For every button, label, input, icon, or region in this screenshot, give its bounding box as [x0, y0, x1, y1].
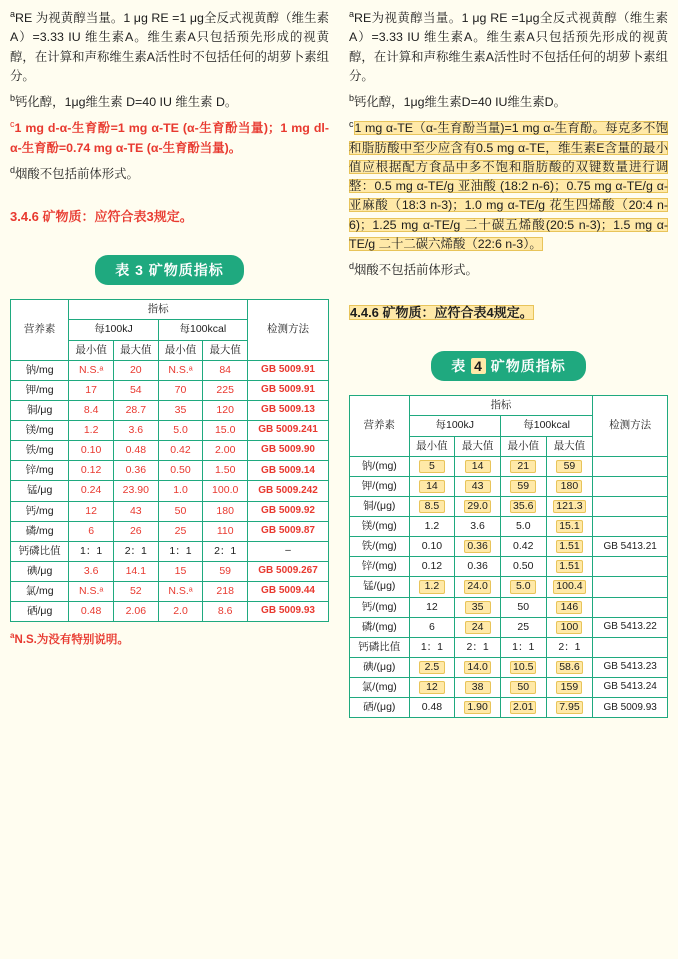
cell-value: 0.12 [409, 557, 455, 577]
table-row [11, 561, 329, 581]
cell-value: 3.6 [455, 517, 501, 537]
cell-value: 35 [158, 400, 203, 420]
cell-value [500, 698, 546, 718]
table-row [11, 360, 329, 380]
cell-nutrient: 锰/μg [11, 481, 69, 501]
section-heading-right-text: 4.4.6 矿物质：应符合表4规定。 [350, 305, 533, 321]
highlight-mark: 100 [556, 621, 582, 634]
table-row [11, 461, 329, 481]
col-header-per100kcal-left: 每100kcal [158, 320, 247, 340]
cell-value: 8.4 [69, 400, 114, 420]
cell-nutrient: 钾/(mg) [350, 476, 410, 496]
table-row [350, 617, 668, 637]
table-badge-right [431, 351, 586, 381]
note-text-a-right: RE为视黄醇当量。1 μg RE =1μg全反式视黄醇（维生素A）=3.33 IU 维生素A。维生素A只包括预先形成的视黄醇，在计算和声称维生素A活性时不包括任何的胡萝卜素组分。 [349, 11, 668, 83]
cell-method: GB 5009.44 [248, 582, 329, 602]
footnote-marker-left: a [10, 631, 15, 641]
cell-method [593, 557, 668, 577]
highlight-mark: 24.0 [464, 580, 490, 593]
cell-method [593, 637, 668, 657]
highlight-mark: 7.95 [556, 701, 582, 714]
highlight-mark: 5.0 [510, 580, 536, 593]
cell-value [500, 657, 546, 677]
cell-value [546, 476, 593, 496]
highlight-mark: 0.36 [464, 540, 490, 553]
cell-value: 1：1 [158, 541, 203, 561]
cell-value [409, 577, 455, 597]
cell-value [546, 557, 593, 577]
cell-value: 0.48 [409, 698, 455, 718]
cell-value: 3.6 [69, 561, 114, 581]
note-marker-c-left: c [10, 119, 15, 130]
table-row [350, 637, 668, 657]
cell-value: 12 [409, 597, 455, 617]
table-badge-right-suffix: 矿物质指标 [485, 358, 566, 375]
cell-value [455, 597, 501, 617]
cell-nutrient: 铜/μg [11, 400, 69, 420]
col-header-max-kj-left: 最大值 [113, 340, 158, 360]
highlight-mark: 38 [465, 681, 491, 694]
cell-nutrient: 钠/mg [11, 360, 69, 380]
cell-value: 0.36 [113, 461, 158, 481]
cell-nutrient: 镁/(mg) [350, 517, 410, 537]
cell-nutrient: 锌/(mg) [350, 557, 410, 577]
cell-value: 1.2 [409, 517, 455, 537]
note-text-d-right: 烟酸不包括前体形式。 [354, 263, 478, 278]
cell-method: GB 5009.14 [248, 461, 329, 481]
cell-method: GB 5009.13 [248, 400, 329, 420]
cell-value: 0.10 [409, 537, 455, 557]
col-header-min-kj-left: 最小值 [69, 340, 114, 360]
cell-value: 8.6 [203, 602, 248, 622]
highlight-mark: 21 [510, 460, 536, 473]
table-row [350, 557, 668, 577]
cell-nutrient: 磷/(mg) [350, 617, 410, 637]
table-row [11, 441, 329, 461]
cell-value: 54 [113, 380, 158, 400]
note-d-left [10, 164, 329, 184]
table-header-row-1-left [11, 300, 329, 320]
cell-value [546, 678, 593, 698]
cell-value: 14.1 [113, 561, 158, 581]
table-row [350, 698, 668, 718]
highlight-mark: 121.3 [553, 500, 585, 513]
cell-value: 0.36 [455, 557, 501, 577]
cell-value: 50 [500, 597, 546, 617]
cell-value: 110 [203, 521, 248, 541]
col-header-max-kj-right: 最大值 [455, 436, 501, 456]
highlight-mark: 43 [465, 480, 491, 493]
cell-value: 28.7 [113, 400, 158, 420]
cell-nutrient: 锰/(μg) [350, 577, 410, 597]
cell-value: 50 [158, 501, 203, 521]
col-header-per100kcal-right: 每100kcal [500, 416, 592, 436]
note-b-left [10, 92, 329, 112]
table-row [11, 481, 329, 501]
cell-value [455, 476, 501, 496]
cell-nutrient: 碘/μg [11, 561, 69, 581]
cell-value: 120 [203, 400, 248, 420]
cell-value: N.S.ᵃ [158, 360, 203, 380]
cell-method: GB 5413.23 [593, 657, 668, 677]
section-heading-left: 3.4.6 矿物质：应符合表3规定。 [10, 209, 193, 225]
cell-value: 180 [203, 501, 248, 521]
cell-nutrient: 铁/mg [11, 441, 69, 461]
col-header-per100kj-left: 每100kJ [69, 320, 158, 340]
cell-method: GB 5009.93 [248, 602, 329, 622]
highlight-mark: 14.0 [464, 661, 490, 674]
cell-method: GB 5413.21 [593, 537, 668, 557]
note-marker-b-right: b [349, 93, 355, 103]
table-body-left [11, 360, 329, 622]
cell-value: 52 [113, 582, 158, 602]
table-row [350, 456, 668, 476]
cell-value: 6 [409, 617, 455, 637]
table-row [350, 537, 668, 557]
note-marker-c-right: c [349, 119, 354, 130]
cell-value [455, 577, 501, 597]
highlight-mark: 100.4 [553, 580, 585, 593]
cell-nutrient: 铁/(mg) [350, 537, 410, 557]
note-marker-d-left: d [10, 164, 16, 175]
cell-value: 2.06 [113, 602, 158, 622]
note-c-right [349, 118, 668, 254]
cell-value: 1：1 [409, 637, 455, 657]
table-badge-right-number: 4 [471, 358, 486, 374]
table-header-row-1-right [350, 396, 668, 416]
cell-value [546, 517, 593, 537]
cell-value [500, 456, 546, 476]
cell-nutrient: 钙磷比值 [11, 541, 69, 561]
highlight-mark: 5 [419, 460, 445, 473]
cell-nutrient: 钙磷比值 [350, 637, 410, 657]
cell-value [546, 617, 593, 637]
table-head-right [350, 396, 668, 456]
cell-value [409, 476, 455, 496]
cell-value: 2：1 [113, 541, 158, 561]
highlight-mark: 24 [465, 621, 491, 634]
highlight-mark: 14 [465, 460, 491, 473]
col-header-method-left: 检测方法 [248, 300, 329, 360]
cell-value: 43 [113, 501, 158, 521]
cell-value: 12 [69, 501, 114, 521]
table-badge-wrap-right [349, 351, 668, 381]
cell-value [546, 657, 593, 677]
cell-value: 25 [500, 617, 546, 637]
cell-method: GB 5009.241 [248, 421, 329, 441]
highlight-mark: 159 [556, 681, 582, 694]
cell-method: – [248, 541, 329, 561]
cell-value [455, 456, 501, 476]
table-row [11, 400, 329, 420]
col-header-min-kcal-right: 最小值 [500, 436, 546, 456]
cell-value: 20 [113, 360, 158, 380]
cell-nutrient: 氯/mg [11, 582, 69, 602]
cell-value: 0.48 [69, 602, 114, 622]
cell-value [546, 537, 593, 557]
cell-value: 218 [203, 582, 248, 602]
highlight-mark: 180 [556, 480, 582, 493]
table-row [11, 501, 329, 521]
cell-value [409, 496, 455, 516]
highlight-mark: 146 [556, 601, 582, 614]
cell-method: GB 5009.242 [248, 481, 329, 501]
cell-value [500, 577, 546, 597]
highlight-mark: 1.51 [556, 560, 582, 573]
cell-nutrient: 钾/mg [11, 380, 69, 400]
highlight-mark: 35 [465, 601, 491, 614]
mineral-table-left [10, 299, 329, 622]
cell-nutrient: 硒/μg [11, 602, 69, 622]
cell-value: 26 [113, 521, 158, 541]
cell-value [455, 617, 501, 637]
col-header-index-right: 指标 [409, 396, 593, 416]
table-row [350, 678, 668, 698]
cell-method: GB 5009.93 [593, 698, 668, 718]
cell-value: 0.48 [113, 441, 158, 461]
cell-value: 1：1 [69, 541, 114, 561]
cell-value: 0.50 [500, 557, 546, 577]
table-badge-wrap-left [10, 255, 329, 285]
highlight-mark: 29.0 [464, 500, 490, 513]
cell-method [593, 456, 668, 476]
col-header-nutrient-right: 营养素 [350, 396, 410, 456]
cell-value [409, 678, 455, 698]
cell-value [409, 456, 455, 476]
note-text-c-right: 1 mg α-TE（α-生育酚当量)=1 mg α-生育酚。每克多不饱和脂肪酸中至少应含有0.5 mg α-TE，维生素E含量的最小值应根据配方食品中多不饱和脂肪酸的双键数量进行调整：0.5 mg α-TE/g 亚油酸 (18:2 n-6)；0.75 mg α-TE/g α-亚麻酸（18:3 n-3)；1.0 mg α-TE/g 花生四烯酸（20:4 n-6)；1.25 mg α-TE/g 二十碳五烯酸(20:5 n-3)；1.5 mg α-TE/g 二十二碳六烯酸（22:6 n-3）。 [349, 121, 668, 251]
cell-value: 2：1 [203, 541, 248, 561]
table-row [350, 496, 668, 516]
col-header-per100kj-right: 每100kJ [409, 416, 500, 436]
cell-value: N.S.ᵃ [69, 582, 114, 602]
cell-method: GB 5009.92 [248, 501, 329, 521]
cell-value [546, 597, 593, 617]
cell-value: N.S.ᵃ [69, 360, 114, 380]
col-header-nutrient-left: 营养素 [11, 300, 69, 360]
table-row [11, 602, 329, 622]
cell-value: 1.2 [69, 421, 114, 441]
cell-method: GB 5413.22 [593, 617, 668, 637]
highlight-mark: 35.6 [510, 500, 536, 513]
cell-value [546, 456, 593, 476]
table-row [350, 597, 668, 617]
cell-nutrient: 镁/mg [11, 421, 69, 441]
cell-value: 15 [158, 561, 203, 581]
cell-method: GB 5009.91 [248, 360, 329, 380]
cell-value: N.S.ᵃ [158, 582, 203, 602]
cell-value: 5.0 [158, 421, 203, 441]
note-text-b-right: 钙化醇，1μg维生素D=40 IU维生素D。 [354, 95, 566, 110]
cell-value: 225 [203, 380, 248, 400]
col-header-min-kj-right: 最小值 [409, 436, 455, 456]
col-header-method-right: 检测方法 [593, 396, 668, 456]
cell-nutrient: 磷/mg [11, 521, 69, 541]
cell-value: 84 [203, 360, 248, 380]
note-text-a-left: RE 为视黄醇当量。1 μg RE =1 μg全反式视黄醇（维生素A）=3.33 IU 维生素A。维生素A只包括预先形成的视黄醇，在计算和声称维生素A活性时不包括任何的胡萝卜素组分。 [10, 11, 329, 83]
note-text-b-left: 钙化醇，1μg维生素 D=40 IU 维生素 D。 [15, 95, 238, 110]
cell-value: 2：1 [546, 637, 593, 657]
note-marker-d-right: d [349, 261, 355, 271]
cell-value: 0.10 [69, 441, 114, 461]
highlight-mark: 1.90 [464, 701, 490, 714]
cell-nutrient: 钙/mg [11, 501, 69, 521]
cell-value: 0.12 [69, 461, 114, 481]
highlight-mark: 10.5 [510, 661, 536, 674]
cell-value [455, 496, 501, 516]
cell-value [546, 496, 593, 516]
highlight-mark: 58.6 [556, 661, 582, 674]
cell-value [500, 476, 546, 496]
col-header-index-left: 指标 [69, 300, 248, 320]
cell-value: 2.0 [158, 602, 203, 622]
col-header-max-kcal-right: 最大值 [546, 436, 593, 456]
highlight-mark: 1.51 [556, 540, 582, 553]
cell-method: GB 5413.24 [593, 678, 668, 698]
cell-value: 2.00 [203, 441, 248, 461]
cell-value: 6 [69, 521, 114, 541]
cell-value: 3.6 [113, 421, 158, 441]
col-header-max-kcal-left: 最大值 [203, 340, 248, 360]
note-b-right [349, 92, 668, 112]
cell-value: 100.0 [203, 481, 248, 501]
cell-value [500, 496, 546, 516]
col-header-min-kcal-left: 最小值 [158, 340, 203, 360]
note-d-right [349, 260, 668, 280]
cell-nutrient: 氯/(mg) [350, 678, 410, 698]
cell-value [500, 678, 546, 698]
cell-value [546, 698, 593, 718]
highlight-mark: 8.5 [419, 500, 445, 513]
cell-value: 0.42 [500, 537, 546, 557]
mineral-table-right [349, 395, 668, 718]
cell-value: 17 [69, 380, 114, 400]
cell-value [455, 657, 501, 677]
cell-value: 0.24 [69, 481, 114, 501]
cell-value [455, 537, 501, 557]
highlight-mark: 12 [419, 681, 445, 694]
table-row [350, 577, 668, 597]
note-marker-a-left: a [10, 9, 16, 19]
note-a-right [349, 8, 668, 86]
cell-method [593, 577, 668, 597]
table-row [11, 582, 329, 602]
highlight-mark: 14 [419, 480, 445, 493]
cell-value: 70 [158, 380, 203, 400]
cell-value: 0.50 [158, 461, 203, 481]
note-text-c-left: 1 mg d-α-生育酚=1 mg α-TE (α-生育酚当量)；1 mg dl-α-生育酚=0.74 mg α-TE (α-生育酚当量)。 [10, 121, 329, 155]
cell-nutrient: 钠/(mg) [350, 456, 410, 476]
cell-method [593, 597, 668, 617]
right-column [339, 0, 678, 959]
highlight-mark: 59 [556, 460, 582, 473]
footnote-text-left: N.S.为没有特别说明。 [14, 634, 129, 647]
table-badge-right-prefix: 表 [451, 358, 472, 375]
table-row [11, 541, 329, 561]
cell-method: GB 5009.87 [248, 521, 329, 541]
cell-value: 1：1 [500, 637, 546, 657]
highlight-mark: 2.01 [510, 701, 536, 714]
cell-method: GB 5009.267 [248, 561, 329, 581]
table-row [11, 380, 329, 400]
cell-nutrient: 钙/(mg) [350, 597, 410, 617]
table-badge-left: 表 3 矿物质指标 [95, 255, 244, 285]
cell-value [455, 698, 501, 718]
cell-value: 5.0 [500, 517, 546, 537]
cell-value: 2：1 [455, 637, 501, 657]
cell-value: 0.42 [158, 441, 203, 461]
cell-value [409, 657, 455, 677]
cell-value: 1.50 [203, 461, 248, 481]
highlight-mark: 15.1 [556, 520, 582, 533]
cell-method: GB 5009.90 [248, 441, 329, 461]
note-c-left [10, 118, 329, 158]
cell-nutrient: 锌/mg [11, 461, 69, 481]
cell-value: 59 [203, 561, 248, 581]
table-row [11, 521, 329, 541]
cell-nutrient: 硒/(μg) [350, 698, 410, 718]
cell-nutrient: 碘/(μg) [350, 657, 410, 677]
table-row [11, 421, 329, 441]
highlight-mark: 2.5 [419, 661, 445, 674]
cell-value: 15.0 [203, 421, 248, 441]
cell-method [593, 476, 668, 496]
section-heading-right [349, 302, 668, 321]
table-body-right [350, 456, 668, 718]
table-footnote-left [10, 631, 329, 647]
cell-value: 1.0 [158, 481, 203, 501]
cell-nutrient: 铜/(μg) [350, 496, 410, 516]
table-row [350, 517, 668, 537]
cell-method: GB 5009.91 [248, 380, 329, 400]
note-marker-a-right: a [349, 9, 355, 19]
highlight-mark: 50 [510, 681, 536, 694]
highlight-mark: 1.2 [419, 580, 445, 593]
note-a-left [10, 8, 329, 86]
table-row [350, 657, 668, 677]
cell-value [455, 678, 501, 698]
note-text-d-left: 烟酸不包括前体形式。 [15, 167, 139, 182]
cell-method [593, 496, 668, 516]
table-head-left [11, 300, 329, 360]
cell-value: 23.90 [113, 481, 158, 501]
table-row [350, 476, 668, 496]
highlight-mark: 59 [510, 480, 536, 493]
cell-method [593, 517, 668, 537]
cell-value [546, 577, 593, 597]
note-marker-b-left: b [10, 93, 16, 103]
cell-value: 25 [158, 521, 203, 541]
